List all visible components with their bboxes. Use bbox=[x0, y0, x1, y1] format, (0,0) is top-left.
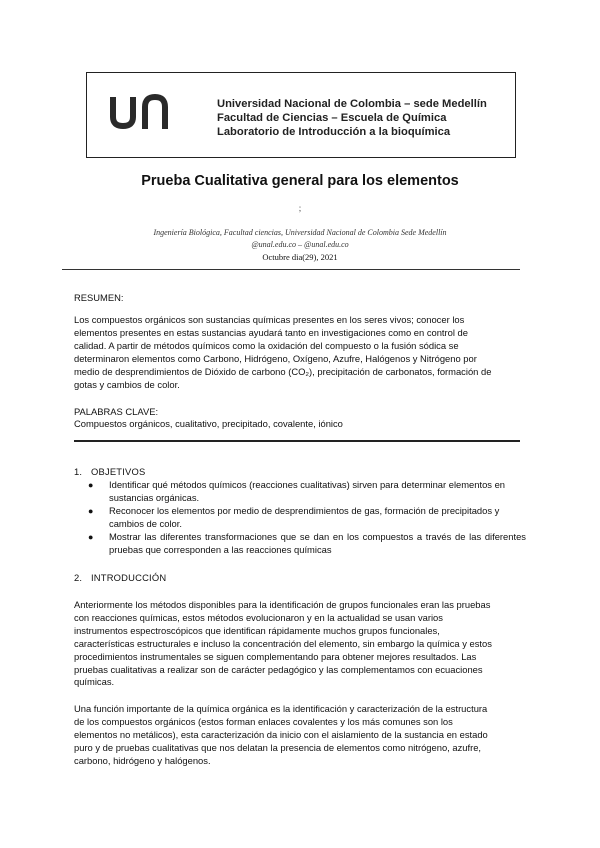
abstract-divider bbox=[74, 440, 520, 442]
section-number: 1. bbox=[74, 466, 83, 477]
intro-paragraph-2 bbox=[74, 703, 526, 768]
objective-text: Reconocer los elementos por medio de desprendimientos de gas, formación de precipitados y cambios de color. bbox=[109, 504, 500, 529]
abstract-line: Los compuestos orgánicos son sustancias químicas presentes en los seres vivos; conocer los bbox=[74, 314, 465, 325]
abstract-body bbox=[74, 314, 526, 391]
institution-line-faculty: Facultad de Ciencias – Escuela de Química bbox=[217, 112, 447, 124]
university-logo bbox=[109, 91, 171, 131]
abstract-line: elementos presentes en estas sustancias ayudará tanto en investigaciones como en control de bbox=[74, 326, 468, 338]
list-item bbox=[74, 479, 526, 505]
objectives-list bbox=[74, 479, 526, 556]
paper-date: Octubre dia(29), 2021 bbox=[262, 252, 338, 262]
paragraph-line: carbono, hidrógeno y halógenos. bbox=[74, 754, 211, 766]
section-heading-objetivos bbox=[74, 466, 145, 477]
keywords-heading: PALABRAS CLAVE: bbox=[74, 406, 159, 417]
paragraph-line: químicas. bbox=[74, 676, 115, 688]
paragraph-line: procedimientos instrumentales se siguen complementando para obtener mejores resultados. Las bbox=[74, 650, 477, 662]
bullet-icon: ● bbox=[88, 480, 94, 490]
list-item bbox=[74, 531, 526, 557]
abstract-heading: RESUMEN: bbox=[74, 292, 124, 303]
institution-line-university: Universidad Nacional de Colombia – sede Medellín bbox=[217, 98, 487, 110]
header-divider bbox=[62, 269, 520, 270]
paragraph-line: de los compuestos orgánicos (estos forman enlaces covalentes y los más comunes son los bbox=[74, 715, 453, 727]
objective-text: Identificar qué métodos químicos (reacciones cualitativas) sirven para determinar elementos en sustancias orgánicas. bbox=[109, 479, 506, 503]
institution-name bbox=[217, 97, 487, 139]
bullet-icon: ● bbox=[88, 505, 94, 516]
paper-title: Prueba Cualitativa general para los elementos bbox=[141, 173, 459, 189]
bullet-icon: ● bbox=[88, 531, 94, 542]
paragraph-line: características estructurales e incluso la concentración del elemento, sin embargo la química y estos bbox=[74, 637, 492, 649]
authors-line: ; bbox=[298, 203, 302, 213]
institution-line-lab: Laboratorio de Introducción a la bioquímica bbox=[217, 126, 451, 138]
paragraph-line: pruebas cualitativas a realizar son de carácter pedagógico y las complementamos con ecuaciones bbox=[74, 663, 483, 675]
section-title: OBJETIVOS bbox=[91, 466, 146, 477]
header-box bbox=[86, 72, 516, 158]
paragraph-line: puro y de pruebas cualitativas que nos delatan la presencia de elementos como nitrógeno, azufre, bbox=[74, 741, 482, 753]
paragraph-line: elementos no metálicos), esta caracterización da inicio con el aislamiento de la sustancia en estado bbox=[74, 728, 488, 740]
section-heading-introduccion bbox=[74, 572, 166, 583]
paragraph-line: Anteriormente los métodos disponibles para la identificación de grupos funcionales eran las pruebas bbox=[74, 599, 491, 610]
section-number: 2. bbox=[74, 572, 83, 583]
intro-paragraph-1 bbox=[74, 599, 526, 689]
paragraph-line: Una función importante de la química orgánica es la identificación y caracterización de la estructura bbox=[74, 703, 488, 714]
keywords-body: Compuestos orgánicos, cualitativo, precipitado, covalente, iónico bbox=[74, 418, 343, 429]
objective-text: Mostrar las diferentes transformaciones que se dan en los compuestos a través de las diferentes pruebas que corresponden a las reacciones químicas bbox=[109, 530, 526, 555]
abstract-line: calidad. A partir de métodos químicos como la oxidación del compuesto o la fusión sódica se bbox=[74, 339, 459, 351]
affiliation: Ingeniería Biológica, Facultad ciencias, Universidad Nacional de Colombia Sede Medellín bbox=[153, 228, 447, 237]
paragraph-line: con reacciones químicas, estos métodos evolucionaron y en la actualidad se usan varios bbox=[74, 611, 443, 623]
abstract-line: determinaron elementos como Carbono, Hidrógeno, Oxígeno, Azufre, Halógenos y Nitrógeno por bbox=[74, 352, 477, 364]
abstract-line: gotas y cambios de color. bbox=[74, 378, 180, 390]
section-title: INTRODUCCIÓN bbox=[91, 572, 167, 583]
paragraph-line: instrumentos espectroscópicos que identifican rápidamente muchos grupos funcionales, bbox=[74, 624, 440, 636]
abstract-line: medio de desprendimientos de Dióxido de carbono (CO₂), precipitación de carbonatos, formación de bbox=[74, 365, 492, 377]
author-emails: @unal.edu.co – @unal.edu.co bbox=[251, 240, 349, 249]
list-item bbox=[74, 505, 526, 531]
